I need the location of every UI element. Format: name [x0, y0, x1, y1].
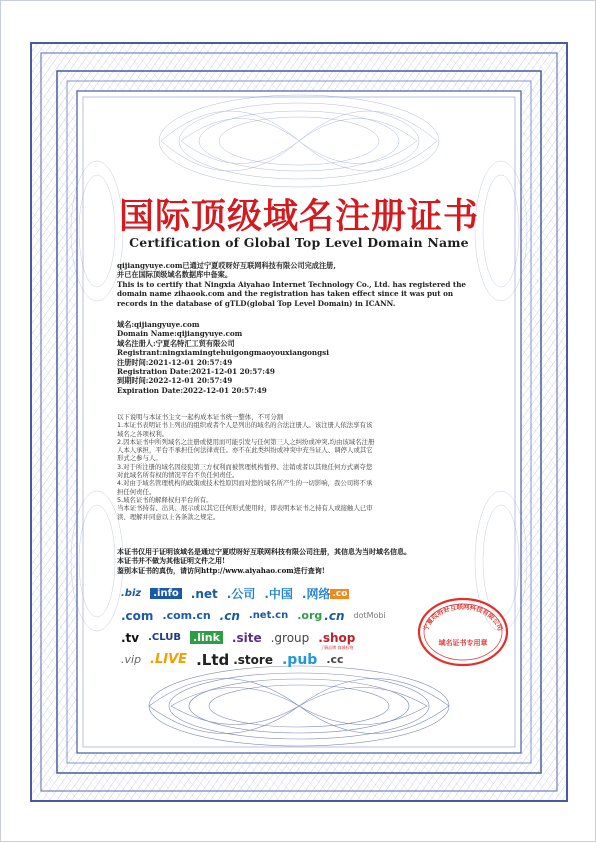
terms-line: 1.本证书表明证书上列出的组织或者个人是列出的域名的合法注册人。该注册人依法享有该 — [117, 421, 373, 430]
seal-purpose: 域名证书专用章 — [438, 639, 488, 647]
closing-section — [117, 547, 477, 575]
terms-line: 3.对于所注册的域名因侵犯第三方权利而被管理机构暂停、注销或者以其他任何方式剥夺您 — [117, 462, 373, 471]
terms-line: 2.因本证书中所列域名之注册或使用而可能引发与任何第三人之纠纷或冲突,均由该域名注册 — [117, 437, 375, 446]
logo-vip: .vip — [121, 653, 142, 666]
logo-group: .group — [270, 630, 310, 645]
terms-line: 5.域名证书的解释权归平台所有。 — [117, 495, 213, 504]
logo-cn-2: .cn — [324, 608, 345, 623]
logo-cn: .cn — [219, 608, 240, 623]
logo-wangluo: .网络 — [301, 587, 331, 601]
logo-shop — [318, 630, 356, 650]
certificate-body — [117, 261, 477, 395]
logo-dotmobi: dotMobi — [353, 611, 386, 620]
logo-com-cn: .com.cn — [162, 609, 211, 622]
registrant-en: Registrant:ningxiamingtehuigongmaoyouxiangongsi — [117, 348, 329, 358]
terms-line: 人本人承担，平台不承担任何法律责任。亦不在此类纠纷或冲突中充当证人、调停人或其它 — [117, 446, 373, 455]
expiration-date-cn: 到期时间:2022-12-01 20:57:49 — [117, 376, 233, 386]
logo-co: .co — [332, 588, 348, 599]
intro-cn-line1: qijiangyuye.com已通过宁夏哎呀好互联网科技有限公司完成注册, — [117, 261, 336, 270]
logo-com: .com — [121, 608, 154, 623]
logo-org: .org — [297, 609, 323, 622]
logo-gongsi: .公司 — [226, 587, 256, 601]
logo-club: .CLUB — [148, 632, 182, 643]
intro-en: This is to certify that Ningxia Aiyahao Internet Technology Co., Ltd. has registered the domain name zihaook.com and the registration has taken effect since it was put on records in the database of gTLD(global Top Level Domain) in ICANN. — [117, 279, 467, 308]
closing-line: 鉴别本证书的真伪，请访问http://www.aiyahao.com进行查询! — [117, 565, 325, 575]
logo-tv: .tv — [121, 630, 140, 645]
terms-line: 担任何责任。 — [117, 487, 156, 496]
logo-row — [121, 605, 421, 626]
terms-section — [117, 413, 477, 521]
title-english: Certification of Global Top Level Domain Name — [129, 235, 469, 250]
terms-line: 当本证书持有、出具、展示或以其它任何形式使用时，即表明本证书之持有人或接触人已审 — [117, 504, 373, 513]
seal-company-name-path: 宁夏哎呀好互联网科技有限公司 — [421, 602, 505, 632]
logo-biz: .biz — [121, 588, 142, 599]
logo-link: .link — [190, 631, 223, 644]
domain-en: Domain Name:qijiangyuye.com — [117, 329, 243, 339]
logo-cc: .cc — [326, 653, 344, 666]
registration-date-en: Registration Date:2021-12-01 20:57:49 — [117, 367, 275, 377]
intro-cn-line2: 并已在国际顶级域名数据库中备案。 — [117, 270, 233, 280]
expiration-date-en: Expiration Date:2022-12-01 20:57:49 — [117, 385, 267, 395]
logo-row — [121, 583, 421, 604]
logo-live: .LIVE — [150, 652, 188, 667]
logo-net-cn: .net.cn — [248, 610, 289, 621]
title-chinese: 国际顶级域名注册证书 — [118, 196, 479, 237]
logo-net: .net — [190, 586, 218, 601]
terms-line: 域名之各项权利。 — [117, 429, 169, 438]
terms-line: 形式之参与人。 — [117, 454, 162, 463]
logo-site: .site — [231, 630, 262, 645]
tld-logo-grid — [121, 583, 421, 671]
logo-shop-text: .shop — [318, 630, 356, 645]
terms-line: 以下说明与本证书主文一起构成本证书统一整体，不可分割 — [117, 413, 284, 421]
company-seal — [417, 596, 509, 668]
terms-line: 4.对由于域名管理机构的政策或技术性原因而对您的域名所产生的一切影响，我公司将不承 — [117, 479, 373, 488]
logo-pub: .pub — [281, 651, 318, 668]
logo-shop-subtext: 了解品牌 商城标签 — [320, 644, 354, 650]
logo-row — [121, 627, 421, 648]
terms-line: 对此域名所有权的情况平台不负任何责任。 — [117, 471, 239, 480]
closing-line: 本证书并不做为其他证明文件之用! — [117, 556, 226, 566]
logo-zhongguo: .中国 — [264, 587, 293, 601]
logo-ltd: .Ltd — [196, 650, 230, 669]
logo-info: .info — [150, 588, 182, 599]
logo-row — [121, 649, 421, 670]
logo-store: .store — [233, 652, 273, 667]
registrant-cn: 域名注册人:宁夏名特汇工贸有限公司 — [117, 338, 235, 348]
terms-line: 读、理解并同意以上各条款之规定。 — [117, 512, 220, 521]
closing-line: 本证书仅用于证明该域名是通过宁夏哎呀好互联网科技有限公司注册，其信息为当时域名信息。 — [117, 547, 411, 556]
domain-cn: 域名:qijiangyuye.com — [117, 320, 200, 330]
registration-date-cn: 注册时间:2021-12-01 20:57:49 — [117, 357, 233, 367]
